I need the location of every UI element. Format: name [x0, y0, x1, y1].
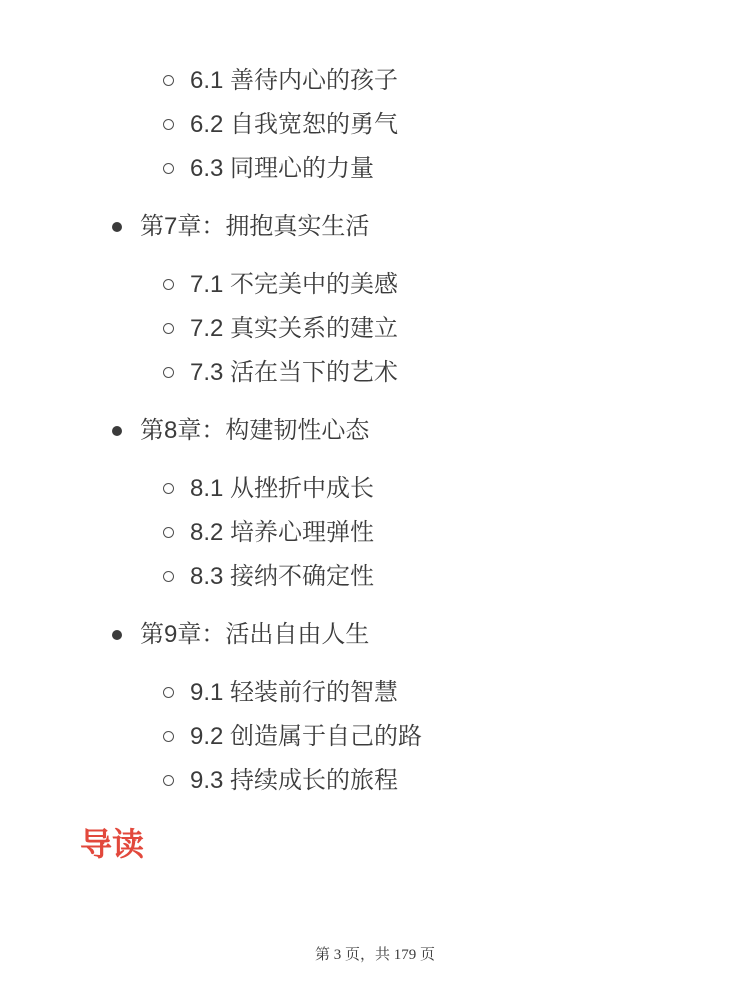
toc-chapter-8 — [140, 414, 710, 594]
toc-subitem-8-3 — [190, 560, 710, 594]
toc-subitem-label: 7.1 不完美中的美感 — [190, 271, 399, 298]
page-footer: 第 3 页，共 179 页 — [314, 947, 435, 963]
toc-subitem-label: 6.1 善待内心的孩子 — [190, 67, 399, 94]
table-of-contents — [80, 64, 710, 798]
toc-subitem-label: 9.3 持续成长的旅程 — [190, 767, 399, 794]
toc-subitem-8-2 — [190, 516, 710, 550]
toc-subitem-9-3 — [190, 764, 710, 798]
toc-sublist-chapter6 — [140, 64, 710, 186]
toc-subitem-9-2 — [190, 720, 710, 754]
toc-subitem-label: 7.3 活在当下的艺术 — [190, 359, 399, 386]
toc-subitem-6-3 — [190, 152, 710, 186]
toc-sublist-chapter7 — [140, 268, 710, 390]
toc-chapter-7 — [140, 210, 710, 390]
toc-subitem-label: 9.1 轻装前行的智慧 — [190, 679, 399, 706]
toc-subitem-label: 8.2 培养心理弹性 — [190, 519, 375, 546]
toc-chapter-label: 第8章：构建韧性心态 — [140, 417, 370, 444]
toc-subitem-label: 8.3 接纳不确定性 — [190, 563, 375, 590]
toc-chapter-9 — [140, 618, 710, 798]
toc-subitem-7-2 — [190, 312, 710, 346]
toc-subitem-7-1 — [190, 268, 710, 302]
toc-subitem-label: 7.2 真实关系的建立 — [190, 315, 399, 342]
toc-subitem-label: 9.2 创造属于自己的路 — [190, 723, 423, 750]
toc-sublist-chapter9 — [140, 676, 710, 798]
toc-chapter-label: 第9章：活出自由人生 — [140, 621, 370, 648]
toc-chapter-label: 第7章：拥抱真实生活 — [140, 213, 370, 240]
toc-subitem-label: 8.1 从挫折中成长 — [190, 475, 375, 502]
toc-sublist-chapter8 — [140, 472, 710, 594]
section-heading-guide: 导读 — [80, 826, 145, 862]
toc-subitem-6-2 — [190, 108, 710, 142]
toc-group-chapter6 — [140, 64, 710, 186]
toc-subitem-7-3 — [190, 356, 710, 390]
toc-subitem-8-1 — [190, 472, 710, 506]
toc-subitem-9-1 — [190, 676, 710, 710]
toc-subitem-6-1 — [190, 64, 710, 98]
toc-subitem-label: 6.2 自我宽恕的勇气 — [190, 111, 399, 138]
toc-subitem-label: 6.3 同理心的力量 — [190, 155, 375, 182]
